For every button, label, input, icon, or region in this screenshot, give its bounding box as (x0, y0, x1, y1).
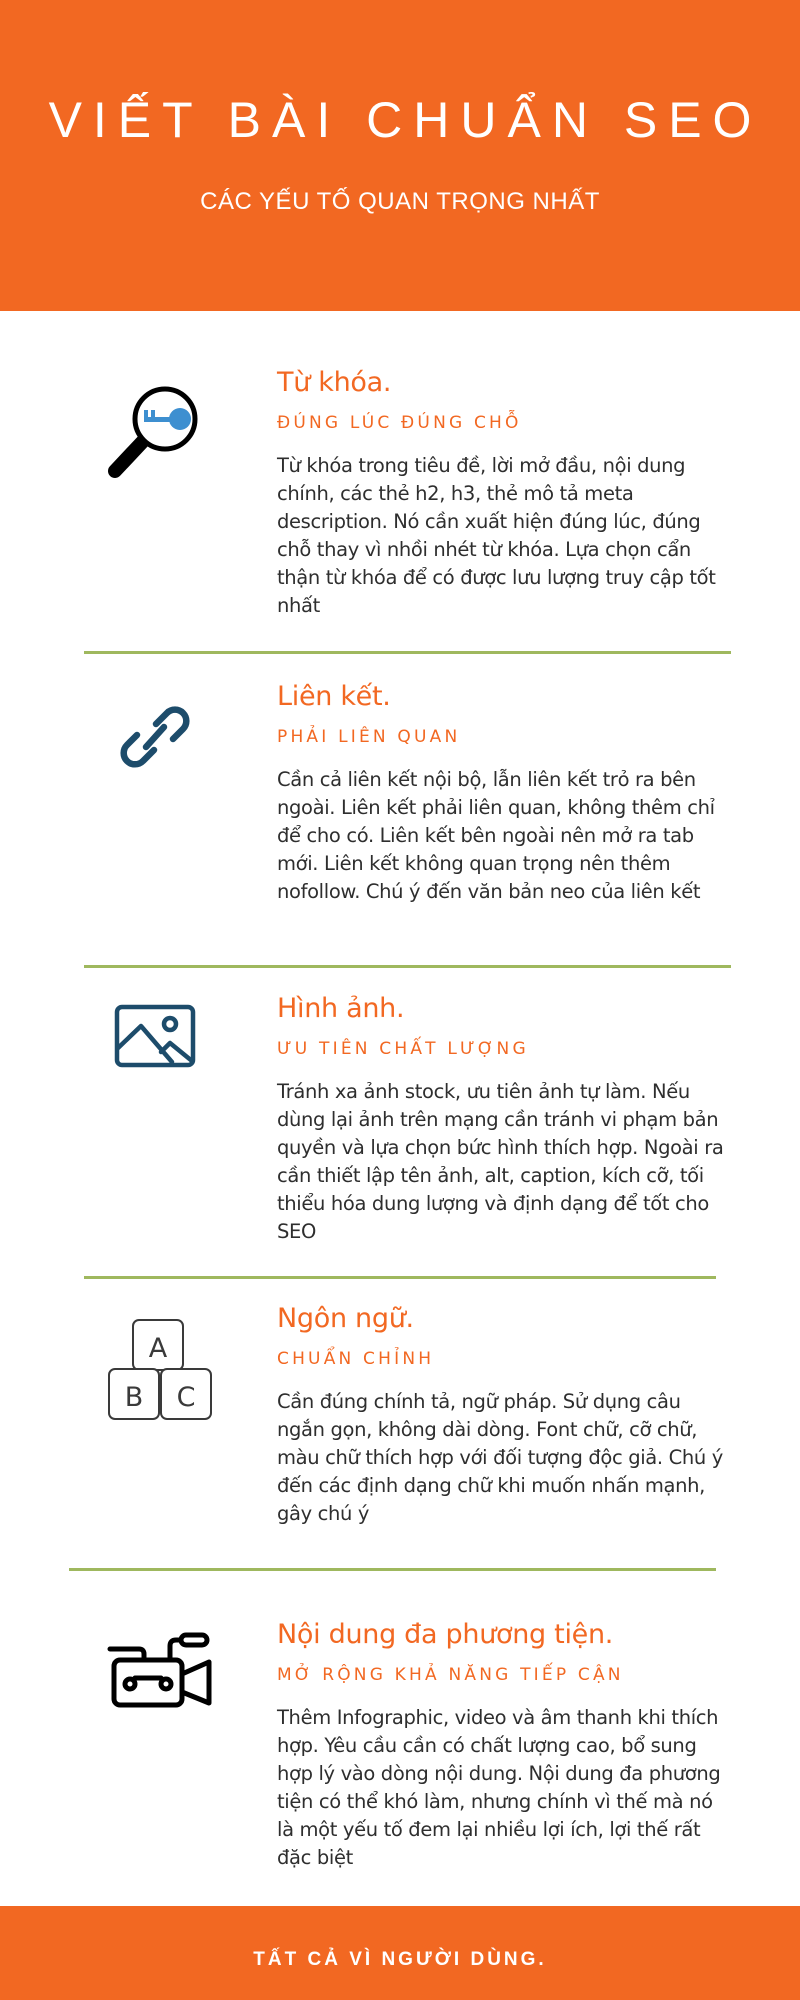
footer-tagline: TẤT CẢ VÌ NGƯỜI DÙNG. (253, 1949, 547, 1970)
footer-banner (0, 1906, 800, 2000)
magnifier-key-icon (102, 380, 206, 484)
section-subtitle: CHUẨN CHỈNH (277, 1349, 435, 1369)
section-text (277, 992, 727, 1246)
section-title: Từ khóa. (277, 367, 392, 398)
section-links (0, 680, 800, 960)
section-text (277, 366, 727, 620)
abc-letter-a: A (148, 1333, 168, 1364)
section-keywords (0, 366, 800, 646)
section-multimedia (0, 1618, 800, 1888)
section-subtitle: PHẢI LIÊN QUAN (277, 727, 461, 747)
section-title: Hình ảnh. (277, 993, 405, 1024)
abc-letter-b: B (124, 1382, 144, 1413)
page-subtitle: CÁC YẾU TỐ QUAN TRỌNG NHẤT (200, 188, 600, 215)
section-text (277, 1302, 727, 1528)
image-icon (114, 1004, 196, 1068)
section-title: Nội dung đa phương tiện. (277, 1619, 614, 1650)
section-divider (84, 651, 731, 654)
section-divider (69, 1568, 716, 1571)
abc-blocks-icon (106, 1316, 214, 1422)
section-text (277, 1618, 727, 1872)
section-language (0, 1302, 800, 1562)
section-images (0, 992, 800, 1272)
video-camera-icon (106, 1632, 216, 1712)
section-divider (84, 965, 731, 968)
abc-letter-c: C (176, 1382, 196, 1413)
section-body: Cần đúng chính tả, ngữ pháp. Sử dụng câu ngắn gọn, không dài dòng. Font chữ, cỡ chữ, màu chữ thích hợp với đối tượng độc giả. Chú ý đến các định dạng chữ khi muốn nhấn mạnh, gây chú ý (277, 1390, 723, 1525)
section-body: Tránh xa ảnh stock, ưu tiên ảnh tự làm. Nếu dùng lại ảnh trên mạng cần tránh vi phạm bản quyền và lựa chọn bức hình thích hợp. Ngoài ra cần thiết lập tên ảnh, alt, caption, kích cỡ, tối thiểu hóa dung lượng và định dạng để tốt cho SEO (277, 1080, 724, 1243)
section-title: Ngôn ngữ. (277, 1303, 414, 1334)
section-subtitle: ƯU TIÊN CHẤT LƯỢNG (277, 1039, 529, 1059)
link-icon (112, 694, 198, 780)
section-body: Thêm Infographic, video và âm thanh khi thích hợp. Yêu cầu cần có chất lượng cao, bổ sung hợp lý vào dòng nội dung. Nội dung đa phương tiện có thể khó làm, nhưng chính vì thế mà nó là một yếu tố đem lại nhiều lợi ích, lợi thế rất đặc biệt (277, 1706, 721, 1869)
section-body: Cần cả liên kết nội bộ, lẫn liên kết trỏ ra bên ngoài. Liên kết phải liên quan, không thêm chỉ để cho có. Liên kết bên ngoài nên mở ra tab mới. Liên kết không quan trọng nên thêm nofollow. Chú ý đến văn bản neo của liên kết (277, 768, 715, 903)
section-subtitle: ĐÚNG LÚC ĐÚNG CHỖ (277, 413, 522, 433)
header-banner (0, 0, 800, 311)
section-body: Từ khóa trong tiêu đề, lời mở đầu, nội dung chính, các thẻ h2, h3, thẻ mô tả meta description. Nó cần xuất hiện đúng lúc, đúng chỗ thay vì nhồi nhét từ khóa. Lựa chọn cẩn thận từ khóa để có được lưu lượng truy cập tốt nhất (277, 454, 716, 617)
section-divider (84, 1276, 716, 1279)
section-text (277, 680, 727, 906)
section-subtitle: MỞ RỘNG KHẢ NĂNG TIẾP CẬN (277, 1665, 624, 1685)
section-title: Liên kết. (277, 681, 391, 712)
page-title: VIẾT BÀI CHUẨN SEO (48, 92, 763, 148)
